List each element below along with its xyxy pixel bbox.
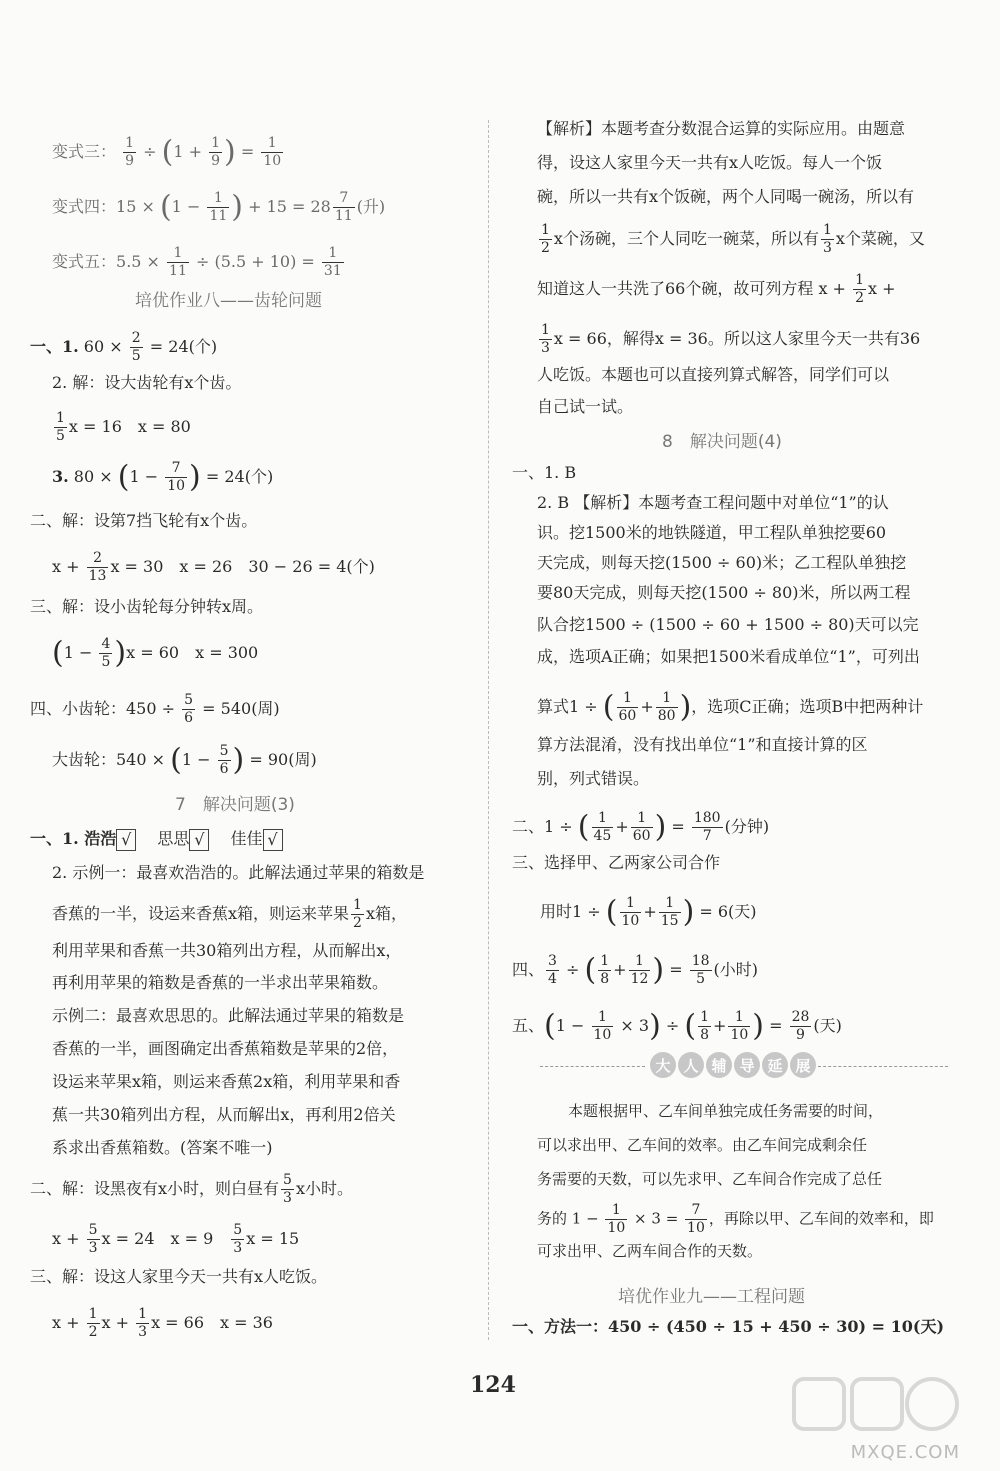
answer-1-1: 一、1. 60 × $\frac{2}{5}$ = 24(个) (30, 330, 218, 364)
analysis-line-2: 得，设这人家里今天一共有x人吃饭。每人一个饭 (537, 153, 883, 172)
answer-1-2: 2. 解：设大齿轮有x个齿。 (52, 373, 242, 392)
r-answer-3: 三、选择甲、乙两家公司合作 (512, 853, 721, 872)
example-2-line-1: 示例二：最喜欢思思的。此解法通过苹果的箱数是 (52, 1006, 405, 1025)
section-title-8-right: 8 解决问题(4) (662, 432, 782, 452)
section-title-9: 培优作业九——工程问题 (618, 1287, 805, 1307)
answer-4-small: 四、小齿轮：450 ÷ $\frac{5}{6}$ = 540(周) (30, 692, 280, 726)
watermark-text: MXQE.COM (850, 1442, 960, 1463)
check-box-haohao: √ (116, 829, 136, 851)
r-answer-2: 二、1 ÷ ( $\frac{1}{45}$ + $\frac{1}{60}$ ) = $\frac{180}{7}$ (分钟) (512, 809, 770, 845)
answer-3-eq: (1 − $\frac{4}{5}$ )x = 60 x = 300 (52, 635, 259, 671)
watermark-logo-icon (792, 1371, 962, 1451)
banner-line-right (818, 1066, 948, 1067)
variant-3: 变式三： $\frac{1}{9}$ ÷ (1 + $\frac{1}{9}$ ) = $\frac{1}{10}$ (52, 134, 282, 170)
r-answer-1-2-a: 2. B 【解析】本题考查工程问题中对单位“1”的认 (537, 493, 889, 512)
analysis-line-1: 【解析】本题考查分数混合运算的实际应用。由题意 (537, 119, 906, 138)
page-number: 124 (470, 1372, 516, 1398)
answer-3: 三、解：设小齿轮每分钟转x周。 (30, 597, 264, 616)
r-answer-1-2-d: 要80天完成，则每天挖(1500 ÷ 80)米，所以两工程 (537, 583, 911, 602)
r-answer-1-2-c: 天完成，则每天挖(1500 ÷ 60)米；乙工程队单独挖 (537, 553, 907, 572)
section-title-7: 7 解决问题(3) (175, 795, 295, 815)
analysis-line-7: 人吃饭。本题也可以直接列算式解答，同学们可以 (537, 365, 890, 384)
banner-line-left (540, 1066, 645, 1067)
r-answer-4: 四、 $\frac{3}{4}$ ÷ ( $\frac{1}{8}$ + $\frac{1}{12}$ ) = $\frac{18}{5}$ (小时) (512, 952, 759, 988)
column-divider (488, 120, 489, 1340)
example-1-line-3: 利用苹果和香蕉一共30箱列出方程，从而解出x， (52, 941, 402, 960)
s7-answer-2-eq: x + $\frac{5}{3}$ x = 24 x = 9 $\frac{5}{3}$ x = 15 (52, 1222, 300, 1256)
r-answer-1-2-g: 算式1 ÷ ( $\frac{1}{60}$ + $\frac{1}{80}$ )，选项C正确；选项B中把两种计 (537, 689, 924, 725)
answer-2: 二、解：设第7挡飞轮有x个齿。 (30, 511, 258, 530)
analysis-line-4: $\frac{1}{2}$ x个汤碗，三个人同吃一碗菜，所以有 $\frac{1}{3}$ x个菜碗，又 (541, 222, 925, 256)
extension-line-5: 可求出甲、乙两车间合作的天数。 (537, 1242, 763, 1260)
example-1-line-2: 香蕉的一半，设运来香蕉x箱，则运来苹果 $\frac{1}{2}$ x箱， (52, 897, 407, 931)
s7-answer-1: 一、1. 浩浩 √ 思思 √ 佳佳 √ (30, 828, 283, 851)
extension-line-1: 本题根据甲、乙车间单独完成任务需要的时间， (568, 1102, 884, 1120)
extension-line-2: 可以求出甲、乙车间的效率。由乙车间完成剩余任 (537, 1136, 868, 1154)
answer-2-eq: x + $\frac{2}{13}$ x = 30 x = 26 30 − 26 = 4(个) (52, 550, 375, 584)
extension-line-4: 务的 1 − $\frac{1}{10}$ × 3 = $\frac{7}{10}$ ，再除以甲、乙车间的效率和，即 (537, 1202, 934, 1236)
example-1-line-1: 2. 示例一：最喜欢浩浩的。此解法通过苹果的箱数是 (52, 863, 425, 882)
section-title-8: 培优作业八——齿轮问题 (135, 291, 322, 311)
r-answer-5: 五、(1 − $\frac{1}{10}$ × 3) ÷ ( $\frac{1}{8}$ + $\frac{1}{10}$ ) = $\frac{28}{9}$ (天) (512, 1008, 842, 1044)
example-1-line-4: 再利用苹果的箱数是香蕉的一半求出苹果箱数。 (52, 973, 389, 992)
s7-answer-3: 三、解：设这人家里今天一共有x人吃饭。 (30, 1267, 328, 1286)
r-answer-1-2-f: 成，选项A正确；如果把1500米看成单位“1”，可列出 (537, 647, 920, 666)
s7-answer-2: 二、解：设黑夜有x小时，则白昼有 $\frac{5}{3}$ x小时。 (30, 1172, 353, 1206)
r-answer-1-2-h: 算方法混淆，没有找出单位“1”和直接计算的区 (537, 735, 868, 754)
analysis-line-3: 碗，所以一共有x个饭碗，两个人同喝一碗汤，所以有 (537, 187, 915, 206)
analysis-line-6: $\frac{1}{3}$ x = 66，解得x = 36。所以这人家里今天一共有36 (541, 322, 921, 356)
analysis-line-8: 自己试一试。 (537, 397, 634, 416)
r-answer-1-1: 一、1. B (512, 463, 577, 482)
extension-line-3: 务需要的天数，可以先求甲、乙车间合作完成了总任 (537, 1170, 883, 1188)
extension-banner: 大 人 辅 导 延 展 (650, 1052, 816, 1080)
r-section9-answer-1: 一、方法一：450 ÷ (450 ÷ 15 + 450 ÷ 30) = 10(天) (512, 1317, 945, 1336)
answer-1-2-eq: $\frac{1}{5}$ x = 16 x = 80 (56, 410, 191, 444)
s7-answer-3-eq: x + $\frac{1}{2}$ x + $\frac{1}{3}$ x = 66 x = 36 (52, 1306, 273, 1340)
example-2-line-2: 香蕉的一半，画图确定出香蕉箱数是苹果的2倍， (52, 1039, 399, 1058)
answer-4-big: 大齿轮：540 × (1 − $\frac{5}{6}$ ) = 90(周) (52, 742, 317, 778)
answer-1-3: 3. 80 × (1 − $\frac{7}{10}$ ) = 24(个) (52, 459, 274, 495)
example-2-line-3: 设运来苹果x箱，则运来香蕉2x箱，利用苹果和香 (52, 1072, 401, 1091)
example-2-line-5: 系求出香蕉箱数。(答案不唯一) (52, 1138, 273, 1157)
r-answer-3-eq: 用时1 ÷ ( $\frac{1}{10}$ + $\frac{1}{15}$ ) = 6(天) (540, 894, 757, 930)
check-box-jiajia: √ (263, 829, 283, 851)
variant-4: 变式四：15 × (1 − $\frac{1}{11}$ ) + 15 = 28 $\frac{7}{11}$ (升) (52, 189, 386, 225)
r-answer-1-2-i: 别，列式错误。 (537, 769, 650, 788)
analysis-line-5: 知道这人一共洗了66个碗，故可列方程 x + $\frac{1}{2}$ x + (537, 272, 896, 306)
variant-5: 变式五：5.5 × $\frac{1}{11}$ ÷ (5.5 + 10) = $\frac{1}{31}$ (52, 245, 342, 279)
r-answer-1-2-e: 队合挖1500 ÷ (1500 ÷ 60 + 1500 ÷ 80)天可以完 (537, 615, 919, 634)
r-answer-1-2-b: 识。挖1500米的地铁隧道，甲工程队单独挖要60 (537, 523, 887, 542)
check-box-sisi: √ (189, 829, 209, 851)
example-2-line-4: 蕉一共30箱列出方程，从而解出x，再利用2倍关 (52, 1105, 396, 1124)
